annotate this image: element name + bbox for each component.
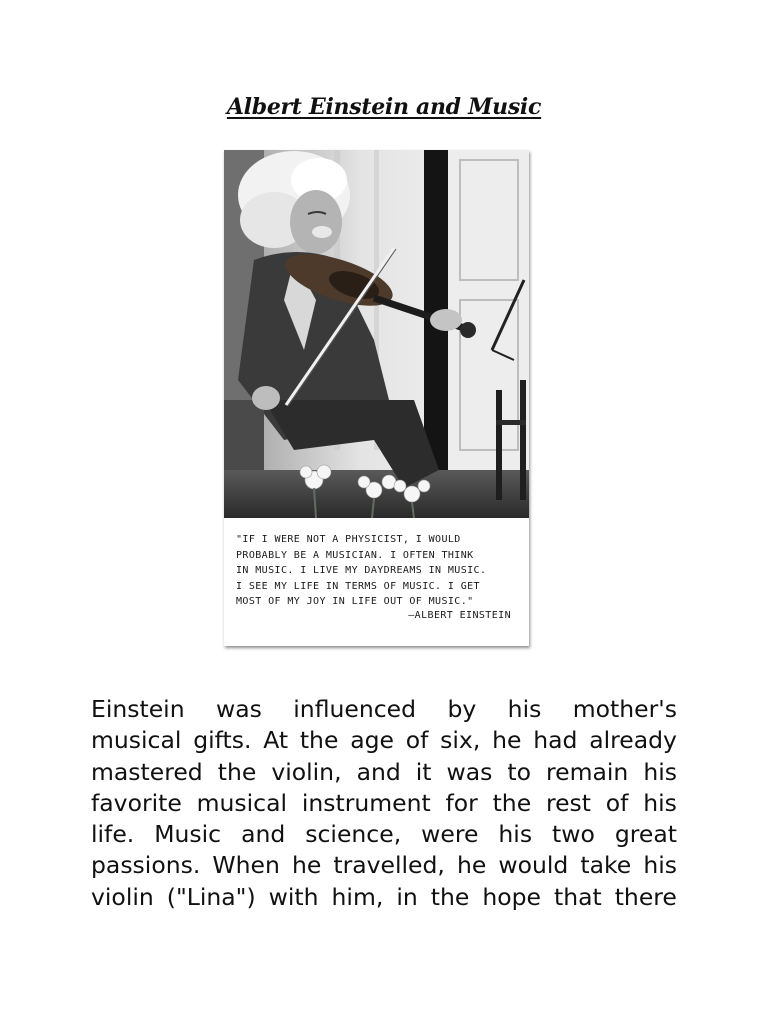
einstein-violin-photo xyxy=(224,150,529,518)
paragraph-word: he xyxy=(456,851,487,880)
paragraph-line xyxy=(91,788,677,819)
quote-attribution: –ALBERT EINSTEIN xyxy=(408,610,511,621)
paragraph-word: had xyxy=(533,726,578,755)
paragraph-word: When xyxy=(212,851,280,880)
paragraph-word: was xyxy=(216,695,262,723)
paragraph-word: favorite xyxy=(91,788,182,817)
quote-line: "IF I WERE NOT A PHYSICIST, I WOULD xyxy=(236,534,461,545)
paragraph-word: passions. xyxy=(91,851,201,880)
paragraph-word: his xyxy=(643,788,677,817)
paragraph-line xyxy=(91,757,677,788)
paragraph-word: mother's xyxy=(572,695,677,723)
quote-box xyxy=(224,518,529,646)
paragraph-word: him, xyxy=(331,882,384,911)
paragraph-word: with xyxy=(268,882,319,911)
paragraph-word: mastered xyxy=(91,757,203,786)
paragraph-word: in xyxy=(396,882,418,911)
paragraph-word: musical xyxy=(91,726,182,755)
paragraph-word: his xyxy=(507,695,542,723)
paragraph-word: for xyxy=(445,788,478,817)
paragraph-word: he xyxy=(291,851,322,880)
paragraph-word: take xyxy=(580,851,632,880)
paragraph-word: was xyxy=(446,757,493,786)
paragraph-word: it xyxy=(415,757,432,786)
paragraph-word: by xyxy=(447,695,477,723)
body-paragraph xyxy=(91,694,677,913)
paragraph-word: and xyxy=(241,820,286,849)
paragraph-word: the xyxy=(217,757,257,786)
paragraph-word: already xyxy=(589,726,677,755)
paragraph-word: his xyxy=(643,757,677,786)
einstein-violin-figure xyxy=(224,150,529,646)
paragraph-line xyxy=(91,882,677,913)
paragraph-word: violin, xyxy=(271,757,342,786)
paragraph-word: two xyxy=(552,820,595,849)
paragraph-word: Einstein xyxy=(91,695,185,723)
paragraph-word: rest xyxy=(545,788,592,817)
paragraph-word: six, xyxy=(440,726,481,755)
quote-text xyxy=(236,532,524,610)
paragraph-word: his xyxy=(643,851,677,880)
paragraph-word: great xyxy=(614,820,677,849)
paragraph-line xyxy=(91,694,677,725)
paragraph-word: ("Lina") xyxy=(166,882,256,911)
paragraph-word: gifts. xyxy=(193,726,252,755)
paragraph-word: Music xyxy=(154,820,222,849)
paragraph-line xyxy=(91,725,677,756)
paragraph-word: violin xyxy=(91,882,154,911)
paragraph-line xyxy=(91,850,677,881)
paragraph-word: the xyxy=(430,882,470,911)
paragraph-word: the xyxy=(492,788,532,817)
paragraph-word: At xyxy=(263,726,289,755)
paragraph-word: that xyxy=(553,882,602,911)
paragraph-word: he xyxy=(492,726,522,755)
quote-line: PROBABLY BE A MUSICIAN. I OFTEN THINK xyxy=(236,549,474,561)
paragraph-word: of xyxy=(405,726,429,755)
paragraph-word: his xyxy=(498,820,533,849)
paragraph-word: the xyxy=(299,726,339,755)
paragraph-word: there xyxy=(614,882,677,911)
paragraph-word: and xyxy=(356,757,401,786)
paragraph-word: to xyxy=(507,757,531,786)
paragraph-word: travelled, xyxy=(333,851,445,880)
paragraph-word: remain xyxy=(546,757,629,786)
page-title: Albert Einstein and Music xyxy=(226,94,542,120)
quote-line: IN MUSIC. I LIVE MY DAYDREAMS IN MUSIC. xyxy=(236,565,487,577)
paragraph-word: of xyxy=(605,788,629,817)
paragraph-word: would xyxy=(498,851,569,880)
paragraph-word: were xyxy=(421,820,479,849)
paragraph-word: musical xyxy=(196,788,288,817)
quote-line: I SEE MY LIFE IN TERMS OF MUSIC. I GET xyxy=(236,580,480,592)
paragraph-word: life. xyxy=(91,820,135,849)
paragraph-line xyxy=(91,819,677,850)
quote-line: MOST OF MY JOY IN LIFE OUT OF MUSIC." xyxy=(236,596,474,608)
paragraph-word: hope xyxy=(482,882,541,911)
paragraph-word: instrument xyxy=(301,788,431,817)
paragraph-word: influenced xyxy=(293,695,417,723)
paragraph-word: age xyxy=(350,726,394,755)
paragraph-word: science, xyxy=(305,820,402,849)
